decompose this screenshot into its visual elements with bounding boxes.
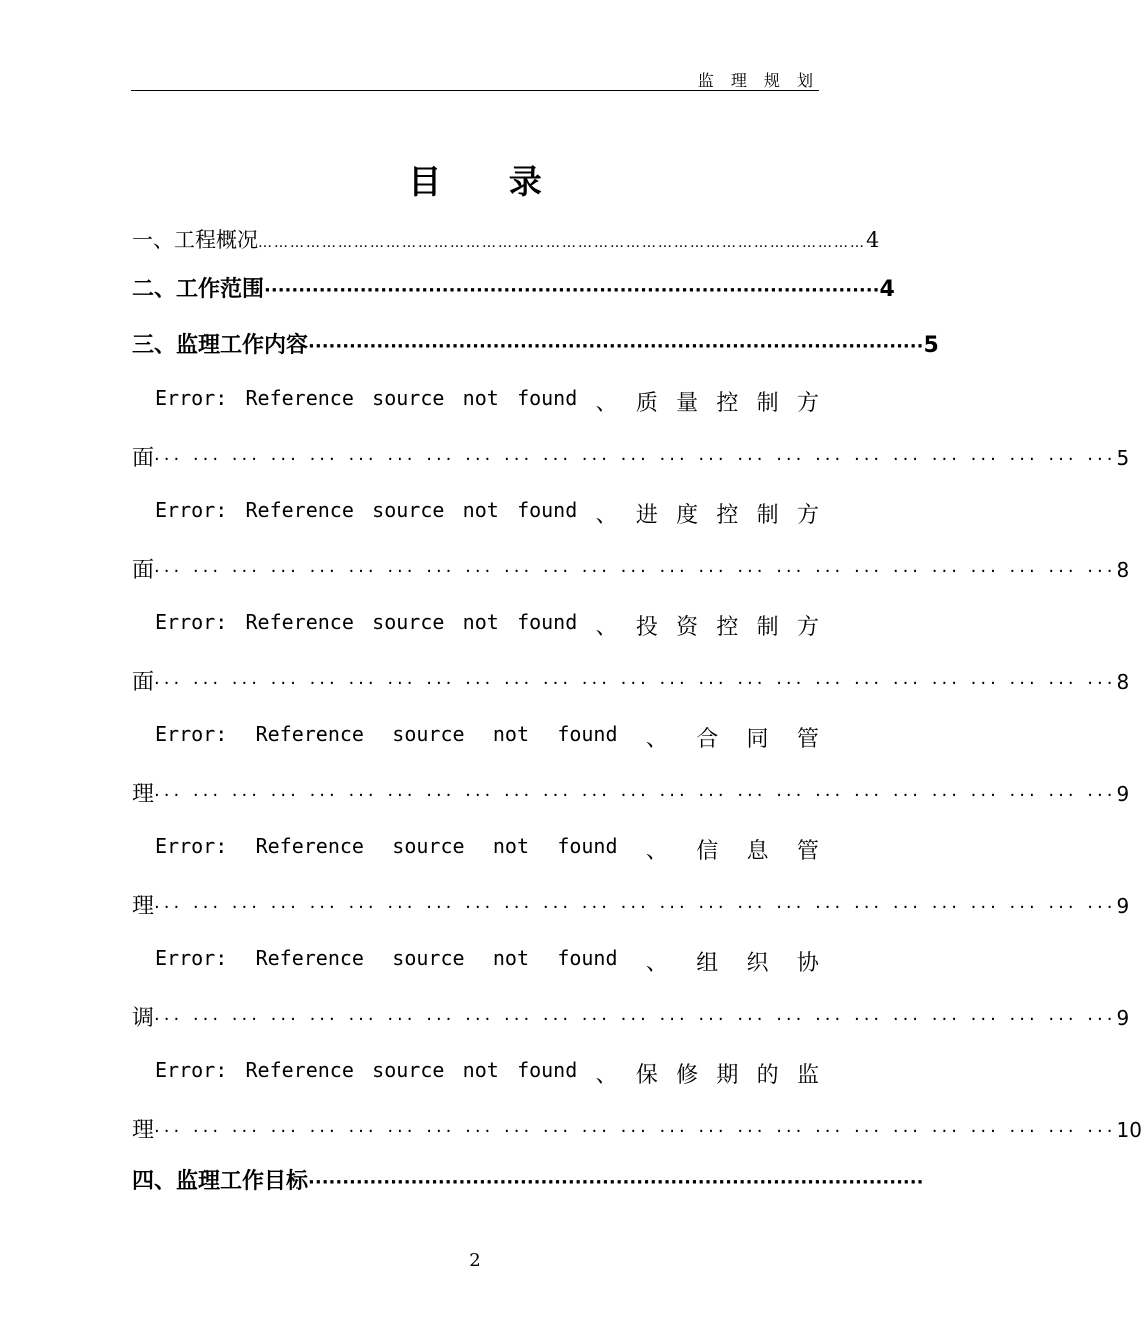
toc-error-entry-line[interactable] (132, 722, 819, 753)
toc-entry-label: 二、工作范围 (132, 277, 265, 302)
entry-separator: 、 (595, 503, 618, 528)
entry-title-char: 控 (716, 391, 739, 416)
error-word: found (517, 1058, 578, 1082)
entry-title-char: 控 (716, 503, 739, 528)
error-word: Reference (245, 498, 354, 522)
entry-title-char: 监 (796, 1063, 819, 1088)
error-word: source (372, 1058, 445, 1082)
entry-title-char: 织 (746, 951, 769, 976)
toc-entry-page: 9 (1116, 894, 1130, 918)
error-word: Reference (245, 1058, 354, 1082)
entry-title-char: 管 (796, 727, 819, 752)
entry-separator: 、 (645, 951, 668, 976)
entry-title-char: 保 (635, 1063, 658, 1088)
toc-entry-page: 9 (1116, 782, 1130, 806)
entry-title-char: 方 (796, 503, 819, 528)
toc-entry-label: 四、监理工作目标 (132, 1169, 309, 1194)
toc-entry-3[interactable] (132, 328, 939, 359)
entry-title-continuation: 理 (132, 894, 155, 919)
toc-entry-label: 三、监理工作内容 (132, 333, 309, 358)
entry-title-char: 资 (676, 615, 699, 640)
entry-separator: 、 (645, 727, 668, 752)
error-word: Error: (155, 1058, 228, 1082)
page-number: 2 (469, 1250, 481, 1271)
error-word: Reference (255, 834, 364, 858)
error-word: Reference (255, 722, 364, 746)
error-word: source (392, 722, 465, 746)
entry-title-char: 组 (696, 951, 719, 976)
error-word: source (392, 946, 465, 970)
toc-entry-page: 10 (1116, 1118, 1142, 1142)
entry-title-char: 管 (796, 839, 819, 864)
error-word: Error: (155, 610, 228, 634)
entry-title-char: 方 (796, 615, 819, 640)
error-word: found (517, 610, 578, 634)
entry-title-char: 合 (696, 727, 719, 752)
error-word: Reference (245, 386, 354, 410)
toc-error-entry-line[interactable] (132, 386, 819, 417)
toc-entry-4[interactable] (132, 1164, 924, 1195)
error-word: Error: (155, 834, 228, 858)
entry-title-char: 协 (796, 951, 819, 976)
toc-entry-page: 4 (866, 228, 880, 252)
error-word: Reference (255, 946, 364, 970)
toc-entry-page: 5 (923, 333, 939, 358)
toc-dot-leader: ··· ··· ··· ··· ··· ··· ··· ··· ··· ··· ··· ··· ··· ··· ··· ··· ··· ··· ··· ··· ··· ··· ··· ··· ··· (154, 673, 1117, 694)
toc-entry-page: 4 (879, 277, 895, 302)
toc-entry-page: 9 (1116, 1006, 1130, 1030)
toc-entry-label: 一、工程概况 (132, 228, 258, 252)
error-word: not (462, 498, 499, 522)
entry-title-char: 修 (676, 1063, 699, 1088)
entry-separator: 、 (645, 839, 668, 864)
toc-dot-leader: ··· ··· ··· ··· ··· ··· ··· ··· ··· ··· ··· ··· ··· ··· ··· ··· ··· ··· ··· ··· ··· ··· ··· ··· ··· (154, 897, 1117, 918)
entry-title-char: 方 (796, 391, 819, 416)
error-word: source (372, 610, 445, 634)
toc-entry-page: 8 (1116, 558, 1130, 582)
entry-title-char: 控 (716, 615, 739, 640)
toc-dot-leader: …………………………………………………………………………………………………… (258, 235, 866, 251)
toc-error-entry-line[interactable] (132, 610, 819, 641)
entry-separator: 、 (595, 391, 618, 416)
toc-entry-1[interactable] (132, 224, 880, 254)
entry-title-char: 信 (696, 839, 719, 864)
entry-title-continuation: 理 (132, 782, 155, 807)
entry-separator: 、 (595, 615, 618, 640)
toc-dot-leader: ··· ··· ··· ··· ··· ··· ··· ··· ··· ··· ··· ··· ··· ··· ··· ··· ··· ··· ··· ··· ··· ··· ··· ··· ··· (154, 1121, 1117, 1142)
error-word: not (462, 610, 499, 634)
error-word: not (492, 722, 529, 746)
error-word: source (372, 386, 445, 410)
entry-title-continuation: 面 (132, 446, 155, 471)
entry-title-continuation: 理 (132, 1118, 155, 1143)
entry-title-char: 同 (746, 727, 769, 752)
entry-separator: 、 (595, 1063, 618, 1088)
toc-dot-leader: ·························································································· (264, 280, 880, 301)
toc-error-entry-continuation[interactable] (132, 889, 1130, 920)
toc-dot-leader: ··· ··· ··· ··· ··· ··· ··· ··· ··· ··· ··· ··· ··· ··· ··· ··· ··· ··· ··· ··· ··· ··· ··· ··· ··· (154, 561, 1117, 582)
error-word: not (462, 1058, 499, 1082)
toc-error-entry-continuation[interactable] (132, 777, 1130, 808)
error-word: found (517, 386, 578, 410)
error-word: Error: (155, 946, 228, 970)
error-word: Reference (245, 610, 354, 634)
toc-dot-leader: ··· ··· ··· ··· ··· ··· ··· ··· ··· ··· ··· ··· ··· ··· ··· ··· ··· ··· ··· ··· ··· ··· ··· ··· ··· (154, 785, 1117, 806)
toc-error-entry-continuation[interactable] (132, 553, 1130, 584)
toc-dot-leader: ·························································································· (308, 1172, 924, 1193)
toc-dot-leader: ·························································································· (308, 336, 924, 357)
entry-title-char: 量 (676, 391, 699, 416)
entry-title-char: 期 (716, 1063, 739, 1088)
toc-error-entry-continuation[interactable] (132, 1001, 1130, 1032)
entry-title-char: 制 (756, 615, 779, 640)
error-word: source (372, 498, 445, 522)
error-word: Error: (155, 722, 228, 746)
error-word: found (517, 498, 578, 522)
error-word: not (492, 946, 529, 970)
toc-error-entry-line[interactable] (132, 1058, 819, 1089)
toc-entry-2[interactable] (132, 272, 895, 303)
entry-title-char: 制 (756, 503, 779, 528)
toc-dot-leader: ··· ··· ··· ··· ··· ··· ··· ··· ··· ··· ··· ··· ··· ··· ··· ··· ··· ··· ··· ··· ··· ··· ··· ··· ··· (154, 1009, 1117, 1030)
entry-title-char: 质 (635, 391, 658, 416)
toc-title: 目 录 (408, 162, 570, 201)
toc-entry-page: 5 (1116, 446, 1130, 470)
entry-title-char: 息 (746, 839, 769, 864)
toc-error-entry-line[interactable] (132, 498, 819, 529)
toc-error-entry-continuation[interactable] (132, 1113, 1142, 1144)
error-word: source (392, 834, 465, 858)
error-word: Error: (155, 386, 228, 410)
toc-error-entry-continuation[interactable] (132, 665, 1130, 696)
entry-title-char: 度 (676, 503, 699, 528)
entry-title-char: 投 (635, 615, 658, 640)
toc-error-entry-line[interactable] (132, 834, 819, 865)
entry-title-char: 的 (756, 1063, 779, 1088)
header-rule (131, 90, 819, 91)
toc-error-entry-line[interactable] (132, 946, 819, 977)
error-word: not (492, 834, 529, 858)
header-text: 监 理 规 划 (697, 71, 819, 90)
entry-title-char: 进 (635, 503, 658, 528)
toc-entry-page: 8 (1116, 670, 1130, 694)
toc-error-entry-continuation[interactable] (132, 441, 1130, 472)
error-word: found (557, 722, 618, 746)
entry-title-continuation: 面 (132, 670, 155, 695)
error-word: found (557, 946, 618, 970)
entry-title-char: 制 (756, 391, 779, 416)
error-word: Error: (155, 498, 228, 522)
error-word: found (557, 834, 618, 858)
toc-dot-leader: ··· ··· ··· ··· ··· ··· ··· ··· ··· ··· ··· ··· ··· ··· ··· ··· ··· ··· ··· ··· ··· ··· ··· ··· ··· (154, 449, 1117, 470)
entry-title-continuation: 面 (132, 558, 155, 583)
entry-title-continuation: 调 (132, 1006, 155, 1031)
error-word: not (462, 386, 499, 410)
